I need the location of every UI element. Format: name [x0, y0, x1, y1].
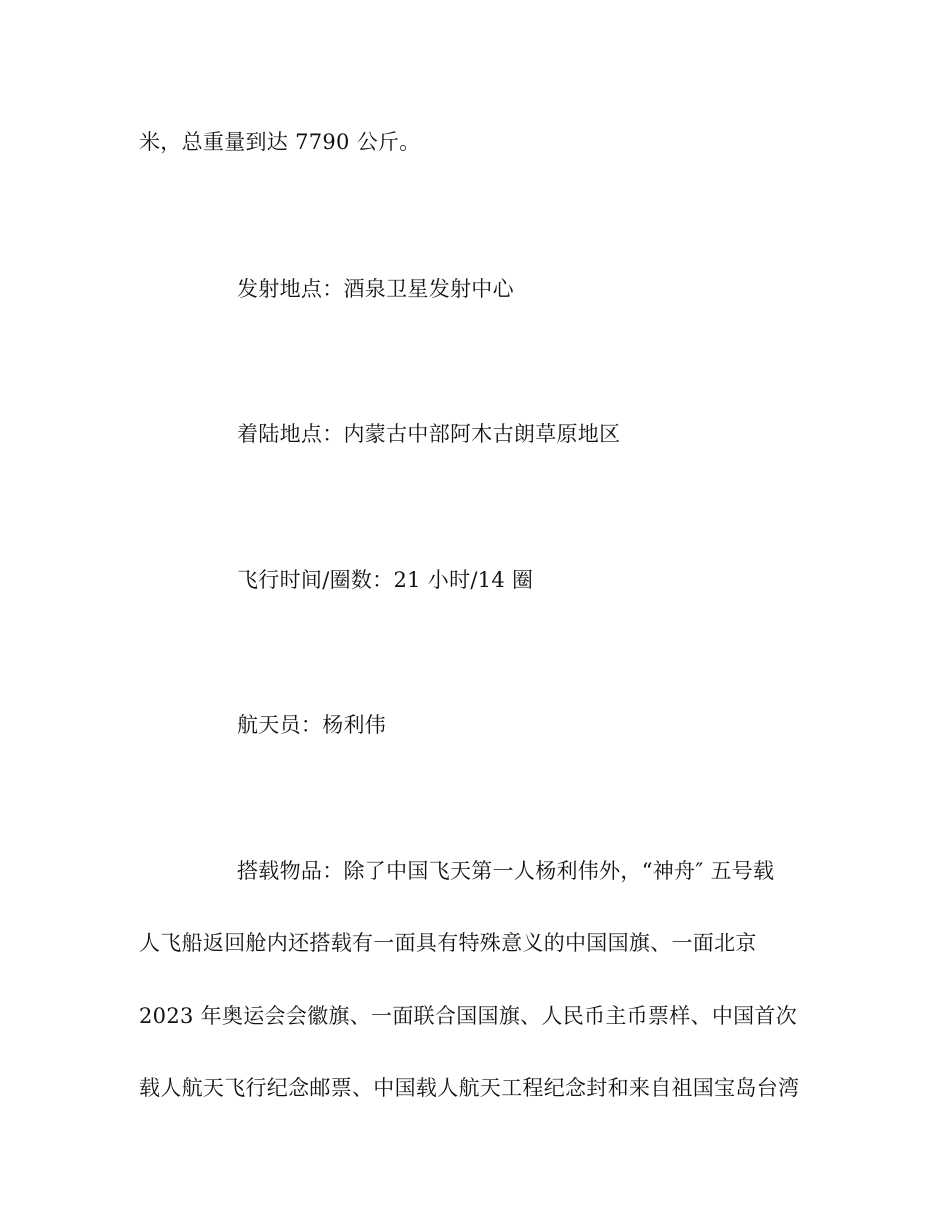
text-line-payload-3: 2023 年奥运会会徽旗、一面联合国国旗、人民币主币票样、中国首次 — [139, 1004, 798, 1028]
text-line-launch-site: 发射地点：酒泉卫星发射中心 — [237, 277, 514, 301]
text-line-payload-2: 人飞船返回舱内还搭载有一面具有特殊意义的中国国旗、一面北京 — [139, 931, 757, 955]
text-line-landing-site: 着陆地点：内蒙古中部阿木古朗草原地区 — [237, 422, 621, 446]
text-line-weight: 米，总重量到达 7790 公斤。 — [139, 130, 421, 154]
text-line-astronaut: 航天员：杨利伟 — [237, 713, 387, 737]
text-line-flight-time: 飞行时间/圈数：21 小时/14 圈 — [237, 568, 534, 592]
text-line-payload-1: 搭载物品：除了中国飞天第一人杨利伟外，“神舟″ 五号载 — [237, 859, 775, 883]
text-line-payload-4: 载人航天飞行纪念邮票、中国载人航天工程纪念封和来自祖国宝岛台湾 — [139, 1076, 800, 1100]
